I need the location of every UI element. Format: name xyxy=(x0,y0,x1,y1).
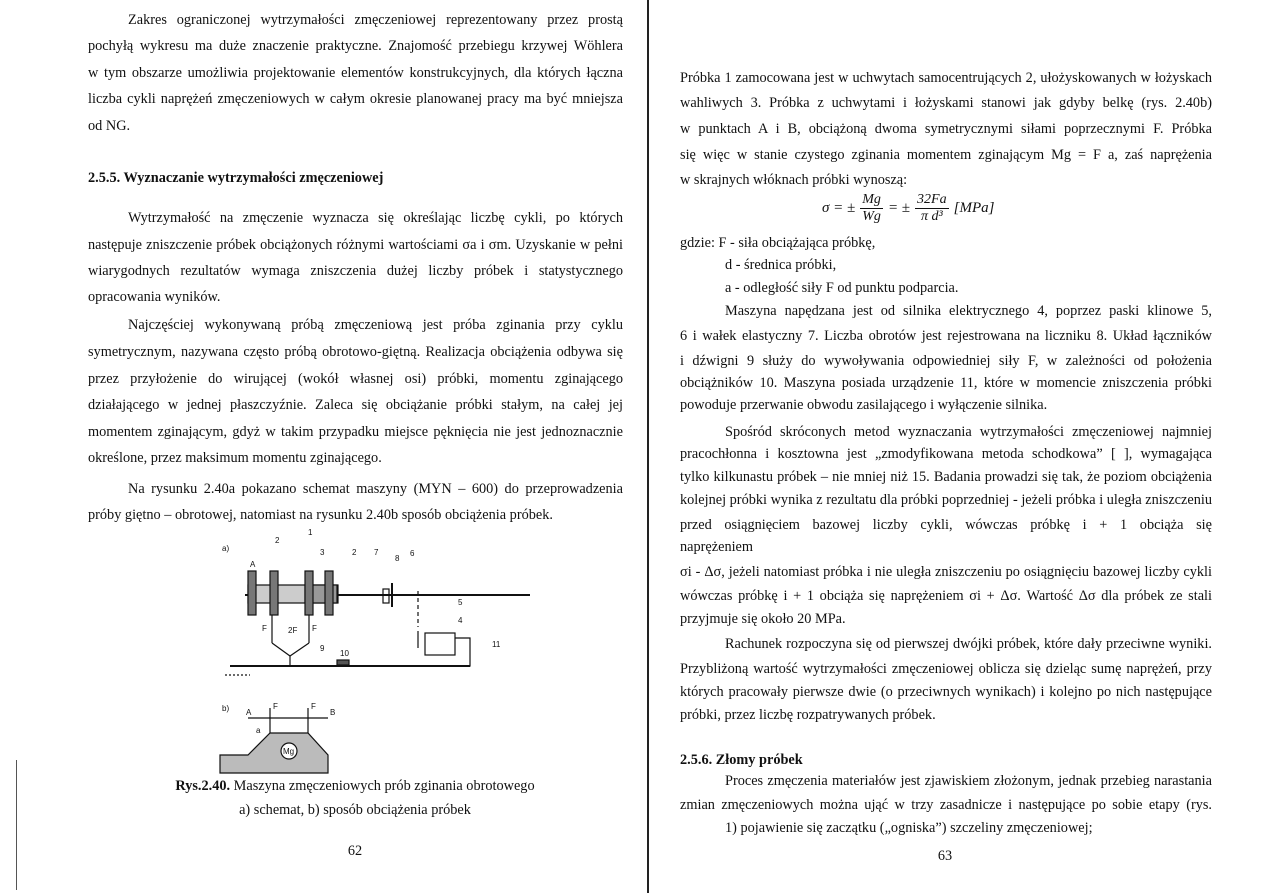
numerator: 32Fa xyxy=(917,192,947,207)
text-line: momentem zginającym, gdyż w takim przypadku miejsce pęknięcia nie jest jednoznacznie xyxy=(88,424,623,440)
label-beam-F1: F xyxy=(273,702,278,711)
text-line: od NG. xyxy=(88,118,131,134)
text-line: naprężeniem xyxy=(680,539,754,555)
label-1: 1 xyxy=(308,528,313,537)
text-line: Na rysunku 2.40a pokazano schemat maszyny (MYN – 600) do przeprowadzenia xyxy=(128,481,623,497)
stress-formula xyxy=(822,192,994,225)
label-10: 10 xyxy=(340,649,349,658)
text-line: 6 i wałek elastyczny 7. Liczba obrotów jest rejestrowana na liczniku 8. Układ łączników xyxy=(680,328,1212,344)
label-F-left: F xyxy=(262,624,267,633)
caption-number: Rys.2.40. xyxy=(175,778,231,794)
label-3: 3 xyxy=(320,548,325,557)
text-line: działającego w jednej płaszczyźnie. Zaleca się obciążanie próbki stałym, na całej jej xyxy=(88,397,623,413)
denominator: Wg xyxy=(862,209,881,224)
label-beam-A: A xyxy=(246,708,252,717)
text-line: przyjmuje się około 20 MPa. xyxy=(680,611,846,627)
text-line: obciążników 10. Maszyna posiada urządzenie 11, które w momencie zniszczenia próbki xyxy=(680,375,1212,391)
figure-caption-line2: a) schemat, b) sposób obciążenia próbek xyxy=(239,802,471,818)
text-line: których pracowały pierwsze dwie (o przeciwnych wynikach) i kolejno po nich następujące xyxy=(680,684,1212,700)
scan-edge xyxy=(16,760,17,890)
label-A: A xyxy=(250,560,256,569)
text-line: σi - Δσ, jeżeli natomiast próbka i nie uległa zniszczeniu po osiągnięciu bazowej liczby cykli xyxy=(680,564,1212,580)
page-number-left: 62 xyxy=(347,843,363,859)
text-line: w punktach A i B, obciążoną dwoma symetrycznymi siłami poprzecznymi F. Próbka xyxy=(680,121,1212,137)
label-Mg: Mg xyxy=(283,747,295,756)
text-line: zmian zmęczeniowych można ująć w trzy zasadnicze i następujące po sobie etapy (rys. xyxy=(680,797,1212,813)
label-beam-F2: F xyxy=(311,702,316,711)
text-line: Proces zmęczenia materiałów jest zjawiskiem złożonym, jednak przebieg narastania xyxy=(725,773,1212,789)
text-line: opracowania wyników. xyxy=(88,289,221,305)
text-line: Przybliżoną wartość wytrzymałości zmęczeniowej oblicza się dzieląc sumę naprężeń, przy xyxy=(680,661,1212,677)
denominator: π d³ xyxy=(920,209,943,224)
label-arm-a: a xyxy=(256,726,261,735)
text-line: kolejnej próbki wynika z rezultatu dla próbki poprzedniej - jeżeli próbka i uległa zniszczeniu xyxy=(680,492,1212,508)
section-heading: 2.5.5. Wyznaczanie wytrzymałości zmęczeniowej xyxy=(88,170,384,186)
label-4: 4 xyxy=(458,616,463,625)
text-line: wiarygodnych rezultatów wymaga zniszczenia dużej liczby próbek i statystycznego xyxy=(88,263,623,279)
formula-lhs: σ = ± xyxy=(822,200,856,216)
text-line: określone, przez maksimum momentu zginającego. xyxy=(88,450,382,466)
fraction-mg-wg xyxy=(860,192,883,225)
text-line: 1) pojawienie się zaczątku („ogniska”) szczeliny zmęczeniowej; xyxy=(725,820,1093,836)
label-F-right: F xyxy=(312,624,317,633)
text-line: Próbka 1 zamocowana jest w uchwytach samocentrujących 2, ułożyskowanych w łożyskach xyxy=(680,70,1212,86)
label-6: 6 xyxy=(410,549,415,558)
text-line: liczba cykli naprężeń zmęczeniowych w całym okresie planowanej pracy ma być mniejsza xyxy=(88,91,623,107)
label-2: 2 xyxy=(275,536,280,545)
text-line: a - odległość siły F od punktu podparcia. xyxy=(725,280,959,296)
text-line: Wytrzymałość na zmęczenie wyznacza się określając liczbę cykli, po których xyxy=(128,210,623,226)
text-line: Zakres ograniczonej wytrzymałości zmęczeniowej reprezentowany przez prostą xyxy=(128,12,623,28)
text-line: Spośród skróconych metod wyznaczania wytrzymałości zmęczeniowej najmniej xyxy=(725,424,1212,440)
label-a: a) xyxy=(222,544,230,553)
formula-mid: = ± xyxy=(887,200,911,216)
label-beam-B: B xyxy=(330,708,336,717)
text-line: próbki, przez liczbę rozpatrywanych próbek. xyxy=(680,707,936,723)
text-line: się więc w stanie czystego zginania momentem zginającym Mg = F a, zaś naprężenia xyxy=(680,147,1212,163)
caption-title: Maszyna zmęczeniowych prób zginania obrotowego xyxy=(230,778,535,794)
label-11: 11 xyxy=(492,640,501,649)
book-spine xyxy=(647,0,649,893)
figure-caption xyxy=(150,778,560,795)
text-line: wówczas próbkę i + 1 obciąża się naprężeniem σi + Δσ. Wartość Δσ dla próbek ze stali xyxy=(680,588,1212,604)
text-line: gdzie: F - siła obciążająca próbkę, xyxy=(680,235,876,251)
label-b: b) xyxy=(222,704,230,713)
fraction-32fa xyxy=(915,192,949,225)
formula-unit: [MPa] xyxy=(953,200,995,216)
text-line: przez przyłożenie do wirującej (wokół własnej osi) próbki, momentu zginającego xyxy=(88,371,623,387)
label-8: 8 xyxy=(395,554,400,563)
label-5: 5 xyxy=(458,598,463,607)
text-line: pochyłą wykresu ma duże znaczenie praktyczne. Znajomość przebiegu krzywej Wöhlera xyxy=(88,38,623,54)
text-line: symetrycznym, nazywana często próbą obrotowo-giętną. Realizacja obciążenia odbywa się xyxy=(88,344,623,360)
text-line: w skrajnych włóknach próbki wynoszą: xyxy=(680,172,908,188)
label-2F: 2F xyxy=(288,626,298,635)
text-line: i dźwigni 9 służy do wywoływania odpowiedniej siły F, w zależności od położenia xyxy=(680,353,1212,369)
figure-2-40 xyxy=(200,527,530,777)
text-line: próby giętno – obrotowej, natomiast na rysunku 2.40b sposób obciążenia próbek. xyxy=(88,507,553,523)
text-line: Najczęściej wykonywaną próbą zmęczeniową jest próba zginania przy cyklu xyxy=(128,317,623,333)
text-line: przed osiągnięciem bazowej liczby cykli, wówczas próbkę i + 1 obciąża się xyxy=(680,517,1212,533)
numerator: Mg xyxy=(862,192,881,207)
text-line: Maszyna napędzana jest od silnika elektrycznego 4, poprzez paski klinowe 5, xyxy=(725,303,1212,319)
label-2b: 2 xyxy=(352,548,357,557)
text-line: następuje zniszczenie próbek obciążonych różnymi wartościami σa i σm. Uzyskanie w pełni xyxy=(88,237,623,253)
text-line: powoduje przerwanie obwodu zasilającego i wyłączenie silnika. xyxy=(680,397,1048,413)
label-7: 7 xyxy=(374,548,379,557)
label-9: 9 xyxy=(320,644,325,653)
text-line: pracochłonna i kosztowna jest „zmodyfikowana metoda schodkowa” [ ], wymagająca xyxy=(680,446,1212,462)
page-number-right: 63 xyxy=(937,848,953,864)
section-heading: 2.5.6. Złomy próbek xyxy=(680,752,803,768)
text-line: d - średnica próbki, xyxy=(725,257,837,273)
text-line: w tym obszarze umożliwia projektowanie elementów konstrukcyjnych, dla których łączna xyxy=(88,65,623,81)
text-line: tylko kilkunastu próbek – nie mniej niż 15. Badania prowadzi się tak, że poziom obciążenia xyxy=(680,469,1212,485)
text-line: Rachunek rozpoczyna się od pierwszej dwójki próbek, które dały przeciwne wyniki. xyxy=(725,636,1212,652)
text-line: wahliwych 3. Próbka z uchwytami i łożyskami stanowi jak gdyby belkę (rys. 2.40b) xyxy=(680,95,1212,111)
